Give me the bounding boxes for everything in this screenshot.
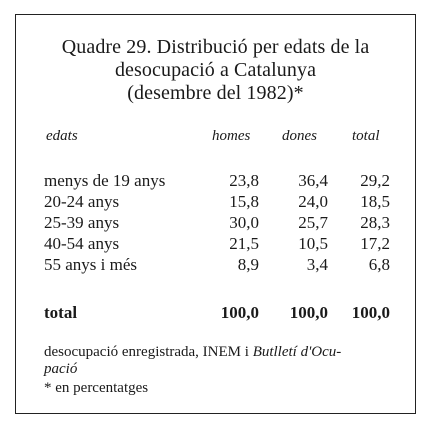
total-label: total [44, 303, 78, 322]
table-row [0, 170, 434, 192]
row-men-value: 21,5 [229, 234, 259, 253]
column-header-age: edats [46, 128, 78, 144]
column-header-women: dones [282, 128, 317, 144]
footnote: * en percentatges [44, 380, 149, 396]
source-prefix: desocupació enregistrada, INEM i [44, 344, 253, 360]
table-row [0, 233, 434, 255]
total-men-value: 100,0 [220, 303, 259, 322]
row-age-label: 55 anys i més [44, 255, 138, 274]
table-row [0, 254, 434, 276]
row-total-value: 17,2 [360, 234, 390, 253]
table-row [0, 191, 434, 213]
source-note [44, 344, 404, 378]
row-age-label: 40-54 anys [44, 234, 120, 253]
title-line-2: desocupació a Catalunya [114, 59, 317, 81]
table-row [0, 212, 434, 234]
row-men-value: 23,8 [229, 171, 259, 190]
total-total-value: 100,0 [351, 303, 390, 322]
row-total-value: 18,5 [360, 192, 390, 211]
table-title [15, 36, 416, 105]
source-publication-part-1: Butlletí d'Ocu- [252, 344, 342, 360]
row-men-value: 15,8 [229, 192, 259, 211]
source-publication-part-2: pació [44, 361, 78, 377]
title-line-3: (desembre del 1982)* [127, 82, 304, 104]
total-row [0, 302, 434, 324]
row-total-value: 6,8 [368, 255, 390, 274]
column-header-total: total [352, 128, 380, 144]
row-age-label: 20-24 anys [44, 192, 120, 211]
row-women-value: 24,0 [298, 192, 328, 211]
row-men-value: 8,9 [237, 255, 259, 274]
row-women-value: 3,4 [306, 255, 328, 274]
total-women-value: 100,0 [289, 303, 328, 322]
title-line-1: Quadre 29. Distribució per edats de la [61, 36, 370, 58]
row-total-value: 28,3 [360, 213, 390, 232]
row-men-value: 30,0 [229, 213, 259, 232]
row-women-value: 25,7 [298, 213, 328, 232]
row-women-value: 10,5 [298, 234, 328, 253]
row-women-value: 36,4 [298, 171, 328, 190]
column-header-men: homes [212, 128, 251, 144]
row-age-label: menys de 19 anys [44, 171, 166, 190]
row-age-label: 25-39 anys [44, 213, 120, 232]
row-total-value: 29,2 [360, 171, 390, 190]
